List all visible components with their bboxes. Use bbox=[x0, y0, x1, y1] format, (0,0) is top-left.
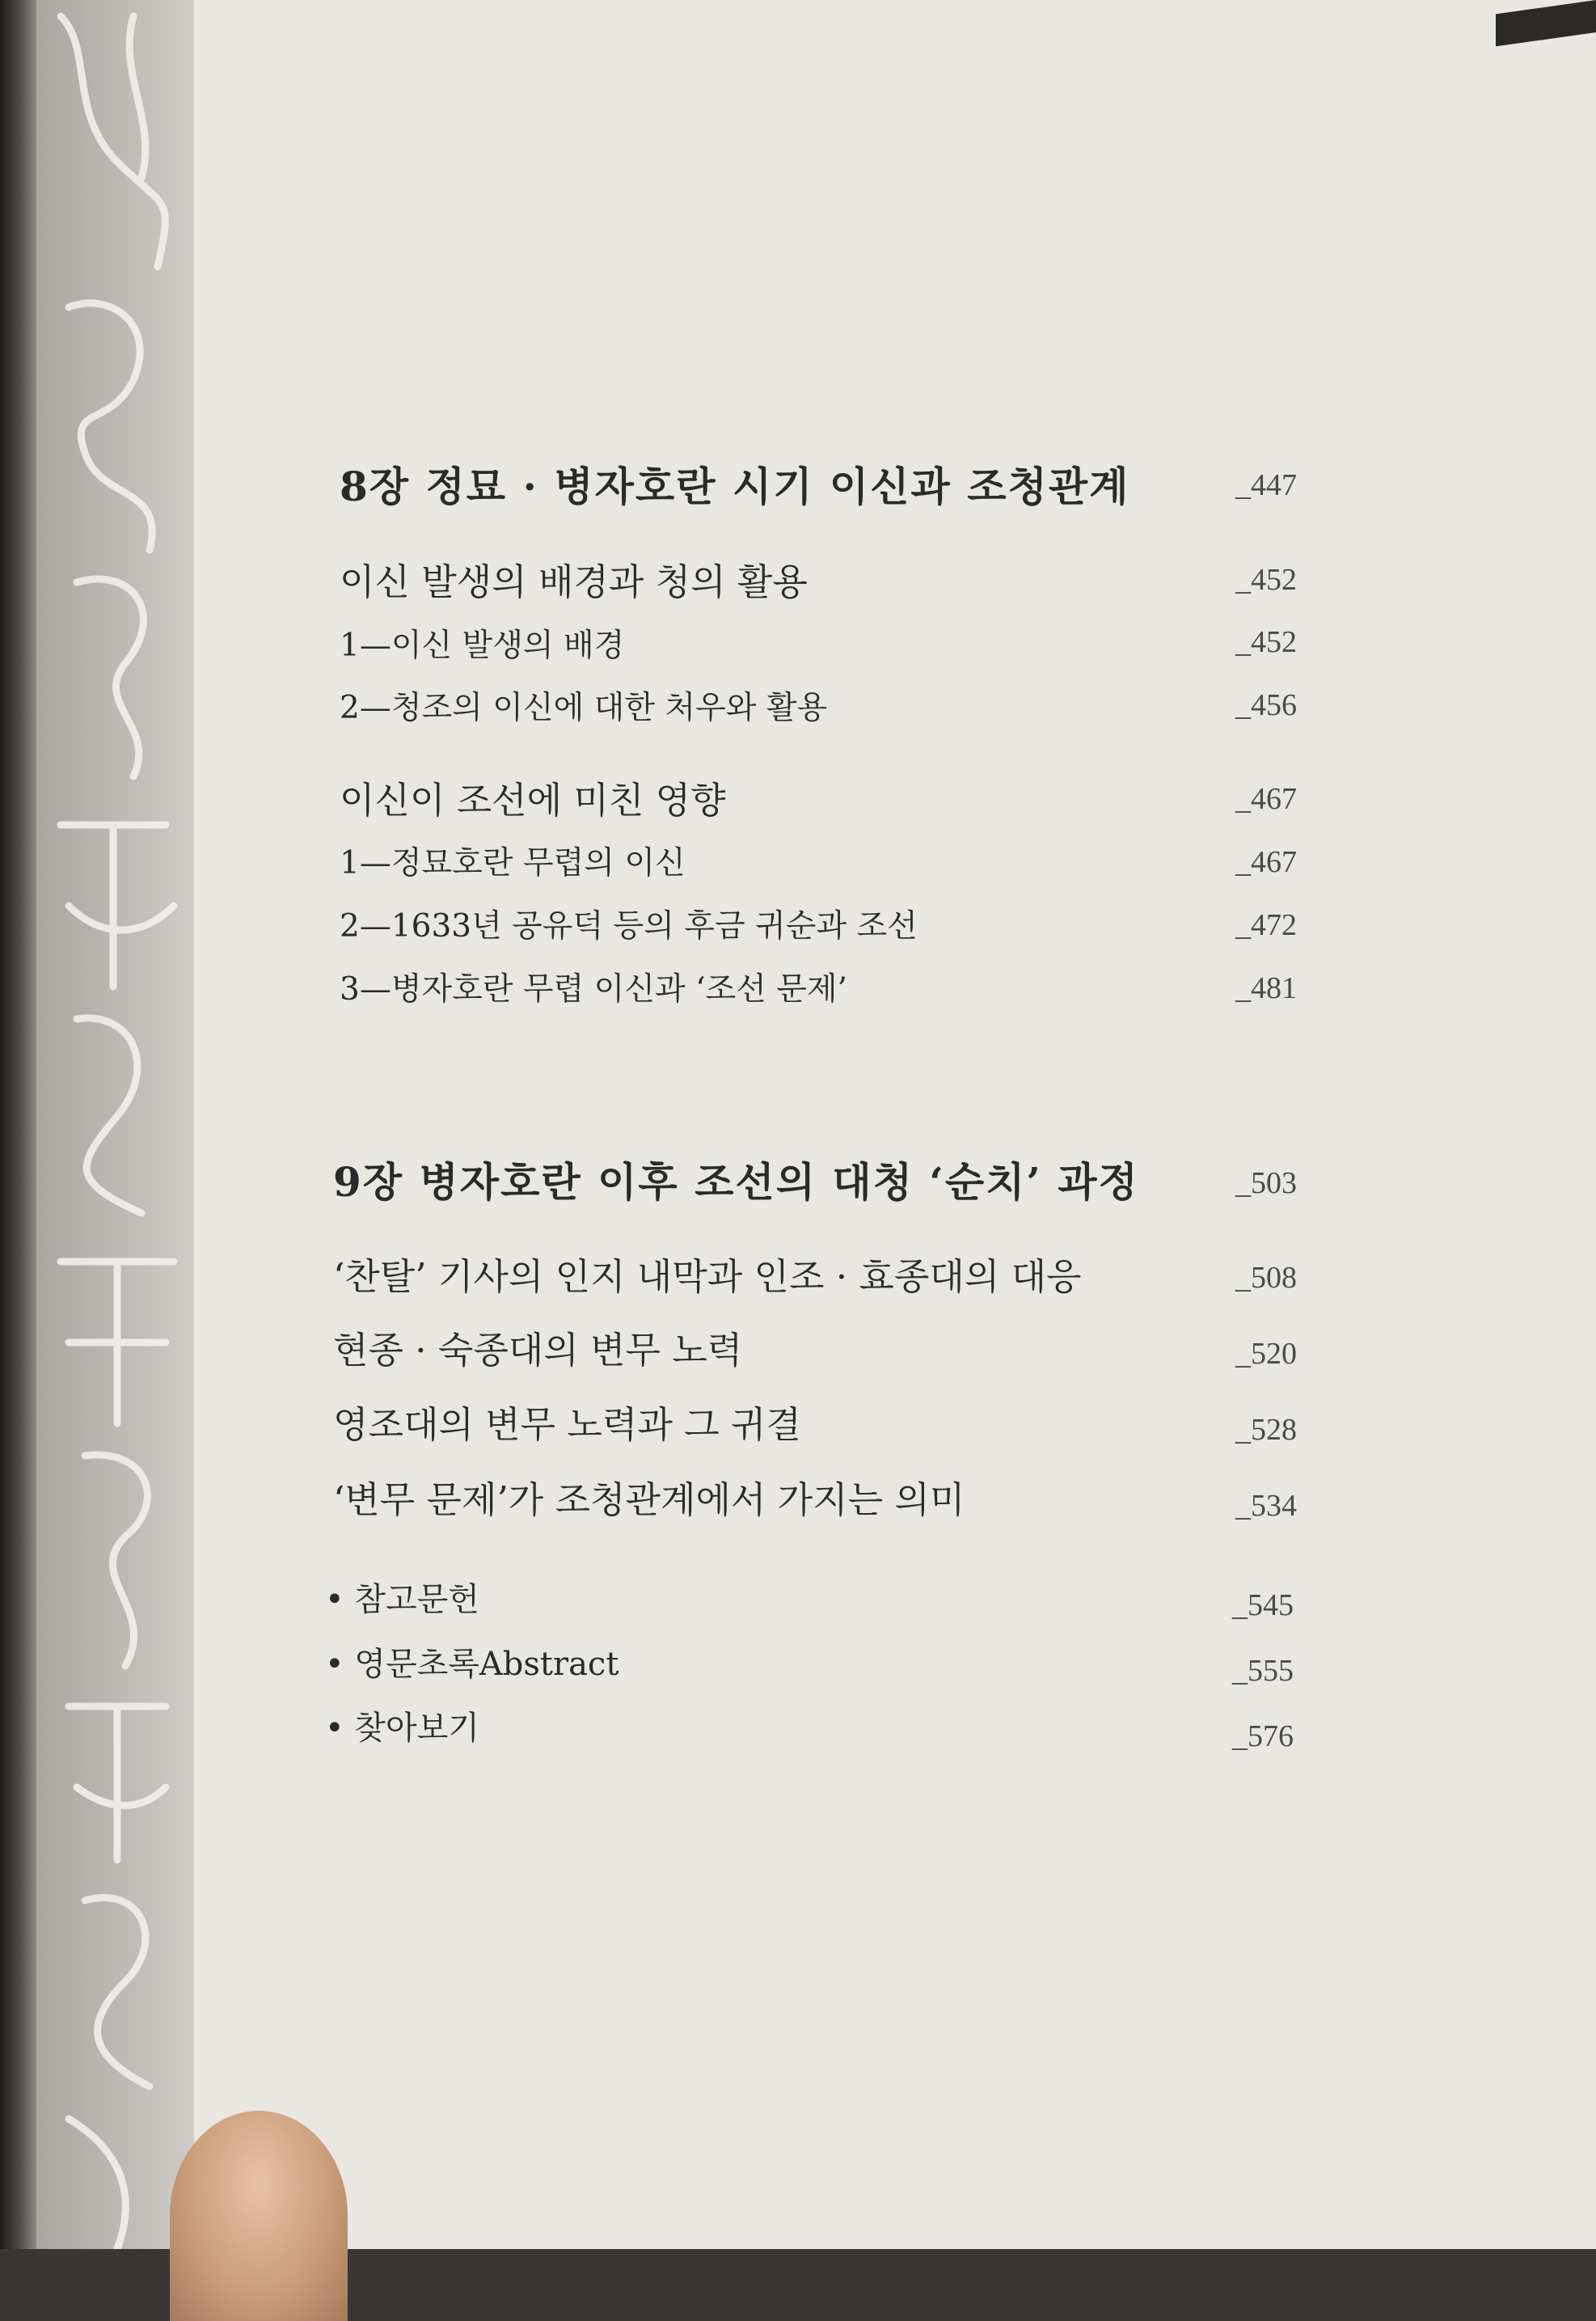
toc-sub-8-2-1-title: 1—정묘호란 무렵의 이신 bbox=[340, 845, 686, 881]
toc-section-8-2-page: _467 bbox=[1235, 782, 1297, 816]
toc-section-9-2-page: _520 bbox=[1235, 1337, 1297, 1371]
toc-sub-8-1-1-title: 1—이신 발생의 배경 bbox=[340, 628, 625, 664]
toc-section-8-1-title: 이신 발생의 배경과 청의 활용 bbox=[340, 560, 808, 603]
decorative-calligraphy-band bbox=[36, 0, 194, 2249]
toc-sub-8-1-2-title: 2—청조의 이신에 대한 처우와 활용 bbox=[340, 690, 828, 726]
seal-script-decoration bbox=[36, 0, 194, 2249]
toc-section-9-3-page: _528 bbox=[1235, 1413, 1297, 1447]
toc-abstract-page: _555 bbox=[1232, 1654, 1294, 1688]
toc-sub-8-2-3-title: 3—병자호란 무렵 이신과 ‘조선 문제’ bbox=[340, 971, 847, 1008]
toc-chapter-8-title: 8장 정묘 · 병자호란 시기 이신과 조청관계 bbox=[340, 463, 1130, 510]
toc-section-9-2-title: 현종 · 숙종대의 변무 노력 bbox=[333, 1329, 743, 1372]
toc-references-page: _545 bbox=[1232, 1588, 1294, 1622]
toc-chapter-9-page: _503 bbox=[1235, 1166, 1297, 1200]
toc-section-8-1-page: _452 bbox=[1235, 563, 1297, 597]
toc-chapter-9-title: 9장 병자호란 이후 조선의 대청 ‘순치’ 과정 bbox=[333, 1158, 1139, 1206]
toc-sub-8-2-2-title: 2—1633년 공유덕 등의 후금 귀순과 조선 bbox=[340, 908, 918, 945]
toc-section-9-4-page: _534 bbox=[1235, 1489, 1297, 1523]
toc-section-9-1-page: _508 bbox=[1235, 1261, 1297, 1295]
toc-section-9-1-title: ‘찬탈’ 기사의 인지 내막과 인조 · 효종대의 대응 bbox=[333, 1255, 1082, 1298]
book-page bbox=[36, 0, 1596, 2249]
toc-sub-8-1-1-page: _452 bbox=[1235, 625, 1297, 659]
toc-section-9-4-title: ‘변무 문제’가 조청관계에서 가지는 의미 bbox=[333, 1478, 965, 1521]
toc-sub-8-1-2-page: _456 bbox=[1235, 688, 1297, 722]
thumb-holding-page bbox=[170, 2111, 348, 2321]
toc-index-page: _576 bbox=[1232, 1719, 1294, 1753]
toc-sub-8-2-1-page: _467 bbox=[1235, 845, 1297, 879]
toc-abstract-title: • 영문초록Abstract bbox=[325, 1646, 619, 1683]
toc-references-title: • 참고문헌 bbox=[325, 1581, 479, 1618]
toc-chapter-8-page: _447 bbox=[1235, 468, 1297, 502]
toc-section-8-2-title: 이신이 조선에 미친 영향 bbox=[340, 779, 726, 822]
toc-sub-8-2-2-page: _472 bbox=[1235, 908, 1297, 942]
toc-index-title: • 찾아보기 bbox=[325, 1710, 479, 1747]
toc-section-9-3-title: 영조대의 변무 노력과 그 귀결 bbox=[333, 1403, 801, 1446]
toc-sub-8-2-3-page: _481 bbox=[1235, 971, 1297, 1005]
